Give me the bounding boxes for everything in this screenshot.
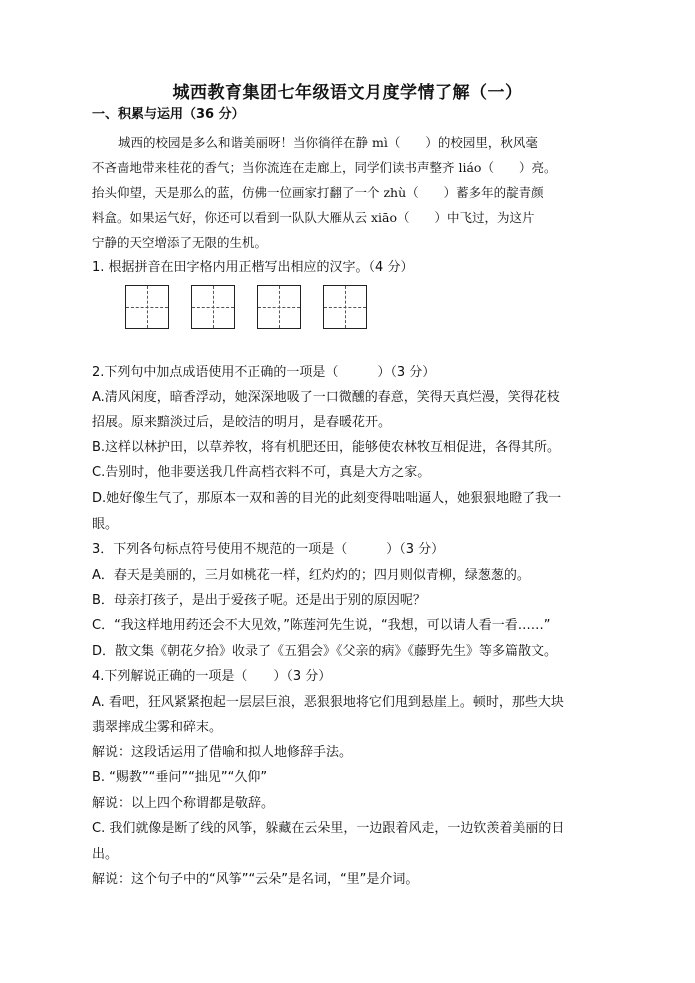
question-2-option: B.这样以林护田，以草养牧，将有机肥还田，能够使农林牧互相促进，各得其所。: [92, 440, 561, 455]
passage-line: 抬头仰望，天是那么的蓝，仿佛一位画家打翻了一个 zhù（ ）蓄多年的靛青颜: [92, 185, 544, 200]
question-4-explanation: 解说：以上四个称谓都是敬辞。: [92, 796, 275, 811]
passage-line: 城西的校园是多么和谐美丽呀！当你徜徉在静 mì（ ）的校园里，秋风毫: [118, 135, 538, 150]
question-2-option: A.清风闲度，暗香浮动，她深深地吸了一口微醺的春意，笑得天真烂漫，笑得花枝: [92, 390, 560, 405]
question-2-option: D.她好像生气了，那原本一双和善的目光的此刻变得咄咄逼人，她狠狠地瞪了我一: [92, 491, 562, 506]
passage-line: 不吝啬地带来桂花的香气；当你流连在走廊上，同学们读书声整齐 liáo（ ）亮。: [92, 160, 557, 175]
tianzige-box[interactable]: [257, 285, 301, 329]
question-3-option: B．母亲打孩子，是出于爱孩子呢。还是出于别的原因呢？: [92, 593, 426, 608]
question-4-option: A. 看吧，狂风紧紧抱起一层层巨浪，恶狠狠地将它们甩到悬崖上。顿时，那些大块: [92, 695, 564, 710]
passage-line: 宁静的天空增添了无限的生机。: [92, 235, 268, 250]
question-2-stem: 2.下列句中加点成语使用不正确的一项是（ ）（3 分）: [92, 365, 436, 380]
tianzige-box[interactable]: [323, 285, 367, 329]
question-4-explanation: 解说：这个句子中的“风筝”“云朵”是名词，“里”是介词。: [92, 872, 419, 887]
question-4-stem: 4.下列解说正确的一项是（ ）（3 分）: [92, 669, 332, 684]
question-1-stem: 1. 根据拼音在田字格内用正楷写出相应的汉字。（4 分）: [92, 260, 414, 275]
question-3-option: A．春天是美丽的，三月如桃花一样，红灼灼的；四月则似青柳，绿葱葱的。: [92, 568, 530, 583]
question-2-option: 招展。原来黯淡过后，是皎洁的明月，是春暖花开。: [92, 415, 392, 430]
question-3-option: D．散文集《朝花夕拾》收录了《五猖会》《父亲的病》《藤野先生》等多篇散文。: [92, 644, 558, 659]
question-4-option: 翡翠摔成尘雾和碎末。: [92, 720, 223, 735]
tianzige-box[interactable]: [191, 285, 235, 329]
question-4-option: B. “赐教”“垂问”“拙见”“久仰”: [92, 770, 268, 785]
question-3-stem: 3．下列各句标点符号使用不规范的一项是（ ）（3 分）: [92, 542, 445, 557]
exam-title: 城西教育集团七年级语文月度学情了解（一）: [172, 83, 523, 103]
passage-line: 料盒。如果运气好，你还可以看到一队队大雁从云 xiāo（ ）中飞过，为这片: [92, 210, 535, 225]
tianzige-box[interactable]: [125, 285, 169, 329]
question-4-option: 出。: [92, 847, 119, 862]
question-2-option: 眼。: [92, 517, 119, 532]
tianzige-grid: [125, 285, 367, 329]
question-4-explanation: 解说：这段话运用了借喻和拟人地修辞手法。: [92, 745, 353, 760]
section-heading: 一、积累与运用（36 分）: [92, 107, 245, 122]
question-2-option: C.告别时，他非要送我几件高档衣料不可，真是大方之家。: [92, 465, 431, 480]
question-3-option: C．“我这样地用药还会不大见效，”陈莲河先生说，“我想，可以请人看一看……”: [92, 618, 551, 633]
question-4-option: C. 我们就像是断了线的风筝，躲藏在云朵里，一边跟着风走，一边钦羡着美丽的日: [92, 821, 565, 836]
